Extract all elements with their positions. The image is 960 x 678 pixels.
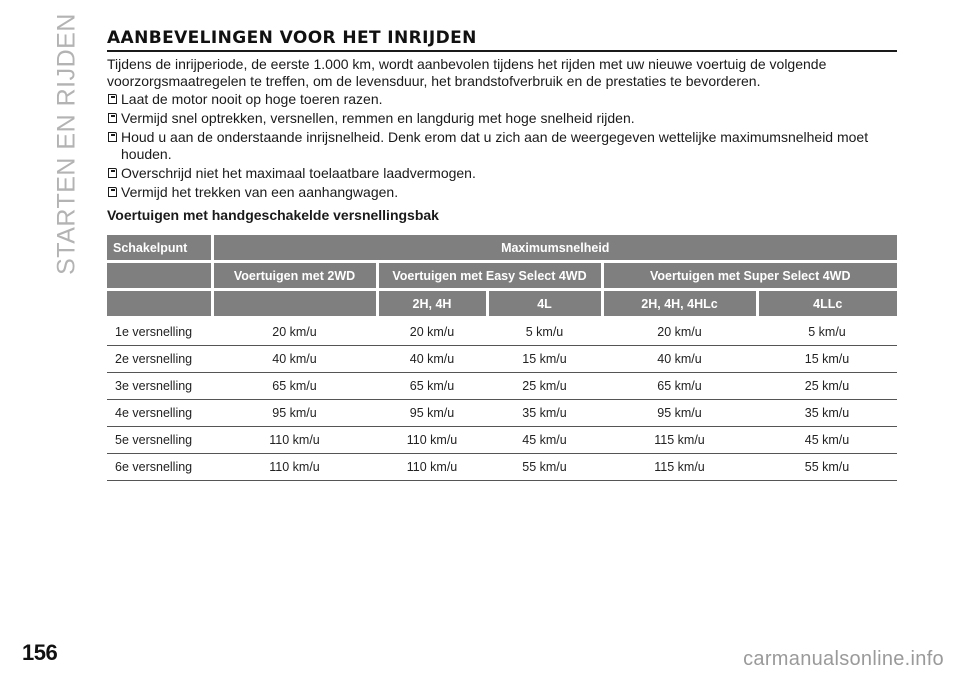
header-empty (107, 290, 212, 318)
speed-cell: 20 km/u (377, 318, 487, 346)
speed-cell: 35 km/u (487, 400, 602, 427)
intro-paragraph: Tijdens de inrijperiode, de eerste 1.000 km, wordt aanbevolen tijdens het rijden met uw nieuwe voertuig de volgende voorzorgsmaatregelen te treffen, om de levensduur, het brandstofverbruik en de prestaties te bevorderen. (107, 56, 827, 89)
table-row (107, 454, 897, 481)
speed-cell: 95 km/u (377, 400, 487, 427)
speed-cell: 5 km/u (757, 318, 897, 346)
list-item-text: Overschrijd niet het maximaal toelaatbare laadvermogen. (121, 165, 476, 181)
speed-cell: 55 km/u (757, 454, 897, 481)
page-content (107, 28, 897, 481)
header-empty (212, 290, 377, 318)
header-shift-point: Schakelpunt (107, 235, 212, 262)
gear-cell: 2e versnelling (107, 346, 212, 373)
table-row (107, 373, 897, 400)
list-item-text: Houd u aan de onderstaande inrijsnelheid. Denk erom dat u zich aan de weergegeven wettelijke maximumsnelheid moet houden. (121, 129, 869, 162)
list-item-text: Laat de motor nooit op hoge toeren razen. (121, 91, 383, 107)
speed-cell: 95 km/u (602, 400, 757, 427)
speed-cell: 20 km/u (602, 318, 757, 346)
table-row (107, 427, 897, 454)
table-row (107, 400, 897, 427)
site-watermark: carmanualsonline.info (743, 648, 944, 670)
bullet-icon (108, 168, 117, 178)
bullet-icon (108, 94, 117, 104)
recommendation-list (107, 91, 897, 201)
gear-cell: 4e versnelling (107, 400, 212, 427)
speed-cell: 35 km/u (757, 400, 897, 427)
header-super-2h-4h-4hlc: 2H, 4H, 4HLc (602, 290, 757, 318)
speed-cell: 40 km/u (377, 346, 487, 373)
bullet-icon (108, 113, 117, 123)
table-row (107, 346, 897, 373)
speed-cell: 20 km/u (212, 318, 377, 346)
speed-cell: 25 km/u (487, 373, 602, 400)
header-easy-2h-4h: 2H, 4H (377, 290, 487, 318)
gear-cell: 6e versnelling (107, 454, 212, 481)
speed-cell: 40 km/u (212, 346, 377, 373)
speed-cell: 110 km/u (212, 427, 377, 454)
speed-cell: 65 km/u (377, 373, 487, 400)
table-subtitle: Voertuigen met handgeschakelde versnellingsbak (107, 207, 439, 223)
header-easy-4l: 4L (487, 290, 602, 318)
list-item (107, 91, 897, 108)
speed-cell: 15 km/u (757, 346, 897, 373)
header-super-select: Voertuigen met Super Select 4WD (602, 262, 897, 290)
side-section-tab (52, 13, 82, 275)
speed-cell: 45 km/u (757, 427, 897, 454)
speed-cell: 110 km/u (377, 427, 487, 454)
list-item (107, 184, 897, 201)
header-2wd: Voertuigen met 2WD (212, 262, 377, 290)
header-super-4llc: 4LLc (757, 290, 897, 318)
table-header-row (107, 290, 897, 318)
table-header-row (107, 235, 897, 262)
speed-cell: 40 km/u (602, 346, 757, 373)
speed-cell: 25 km/u (757, 373, 897, 400)
gear-cell: 3e versnelling (107, 373, 212, 400)
header-easy-select: Voertuigen met Easy Select 4WD (377, 262, 602, 290)
side-section-label: STARTEN EN RIJDEN (52, 13, 81, 275)
speed-cell: 115 km/u (602, 454, 757, 481)
speed-cell: 65 km/u (602, 373, 757, 400)
table-row (107, 318, 897, 346)
list-item-text: Vermijd snel optrekken, versnellen, remmen en langdurig met hoge snelheid rijden. (121, 110, 635, 126)
list-item-text: Vermijd het trekken van een aanhangwagen. (121, 184, 399, 200)
list-item (107, 165, 897, 182)
header-empty (107, 262, 212, 290)
speed-cell: 110 km/u (377, 454, 487, 481)
table-header-row (107, 262, 897, 290)
speed-cell: 45 km/u (487, 427, 602, 454)
speed-cell: 55 km/u (487, 454, 602, 481)
speed-cell: 65 km/u (212, 373, 377, 400)
bullet-icon (108, 132, 117, 142)
speed-cell: 115 km/u (602, 427, 757, 454)
list-item (107, 110, 897, 127)
speed-cell: 95 km/u (212, 400, 377, 427)
break-in-speed-table (107, 235, 897, 481)
speed-cell: 5 km/u (487, 318, 602, 346)
speed-cell: 110 km/u (212, 454, 377, 481)
list-item (107, 129, 897, 163)
bullet-icon (108, 187, 117, 197)
gear-cell: 5e versnelling (107, 427, 212, 454)
section-heading: AANBEVELINGEN VOOR HET INRIJDEN (107, 28, 897, 52)
header-max-speed: Maximumsnelheid (212, 235, 897, 262)
speed-cell: 15 km/u (487, 346, 602, 373)
gear-cell: 1e versnelling (107, 318, 212, 346)
page-number: 156 (22, 640, 58, 665)
